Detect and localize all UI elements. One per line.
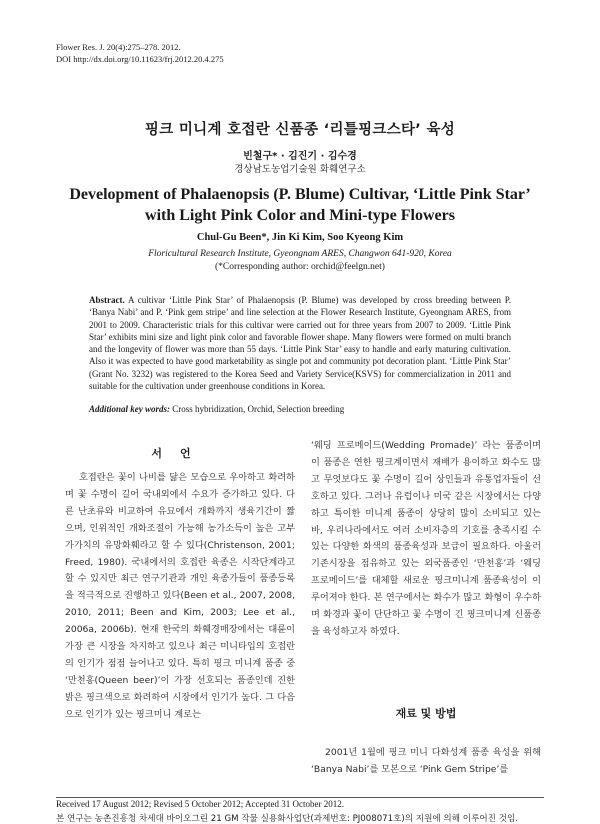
- korean-authors: 빈철구* · 김진기 · 김수경: [243, 151, 357, 162]
- keywords: [89, 404, 511, 414]
- abstract-heading: Abstract.: [89, 295, 125, 305]
- received-dates: Received 17 August 2012; Revised 5 October 2012; Accepted 31 October 2012.: [56, 799, 344, 809]
- keywords-text: Cross hybridization, Orchid, Selection breeding: [172, 404, 345, 414]
- english-title-line-1: Development of Phalaenopsis (P. Blume) Cultivar, ‘Little Pink Star’: [69, 186, 531, 203]
- journal-reference: Flower Res. J. 20(4):275–278. 2012.: [56, 42, 181, 52]
- english-title-line-2: with Light Pink Color and Mini-type Flowers: [145, 207, 455, 224]
- english-title: [40, 184, 560, 226]
- abstract-text: A cultivar ‘Little Pink Star’ of Phalaenopsis (P. Blume) was developed by cross breeding between P. ‘Banya Nabi’ and P. ‘Pink gem stripe’ and line selection at the Flower Research Institute, Gyeongnam ARES, from 2001 to 2009. Characteristic trials for this cultivar were carried out for three years from 2007 to 2009. ‘Little Pink Star’ exhibits mini size and light pink color and favorable flower shape. Many flowers were formed on multi branch and the longevity of flower was more than 55 days. ‘Little Pink Star’ easy to handle and early maturing cultivation. Also it was expected to have good marketability as single pot and community pot decoration plant. ‘Little Pink Star’ (Grant No. 3232) was registered to the Korea Seed and Variety Service(KSVS) for commercialization in 2011 and suitable for the cultivation under greenhouse conditions in Korea.: [89, 295, 511, 392]
- section-heading-introduction: 서언: [151, 447, 209, 460]
- funding-note: 본 연구는 농촌진흥청 차세대 바이오그린 21 GM 작물 실용화사업단(과제번호: PJ008071호)의 지원에 의해 이루어진 것임.: [56, 814, 519, 824]
- body-left-column: 호접란은 꽃이 나비를 닮은 모습으로 우아하고 화려하며 꽃 수명이 길어 국내외에서 수요가 증가하고 있다. 다른 난초류와 비교하여 유묘에서 개화까지 생육기간이 짧으며, 인위적인 개화조절이 가능해 농가소득이 높은 고부가가치의 유망화훼라고 할 수 있다(Christenson, 2001; Freed, 1980). 국내에서의 호접란 육종은 시작단계라고 할 수 있지만 최근 연구기관과 개인 육종가들이 품종등록을 적극적으로 진행하고 있다(Been et al., 2007, 2008, 2010, 2011; Been and Kim, 2003; Lee et al., 2006a, 2006b). 현재 한국의 화훼경매장에서는 대륜이 가장 큰 시장을 차지하고 있으나 최근 미니타입의 호접란의 인기가 점점 늘어나고 있다. 특히 핑크 미니계 품종 중 ‘만천홍(Queen beer)’이 가장 선호되는 품종인데 진한 밝은 핑크색으로 화려하여 시장에서 인기가 높다. 그 다음으로 인기가 있는 핑크미니 계로는: [65, 472, 295, 720]
- body-right-column-top: ‘웨딩 프로메이드(Wedding Promade)’ 라는 품종이며 이 품종은 연한 핑크계이면서 재배가 용이하고 화수도 많고 무엇보다도 꽃 수명이 길어 상인들과 유통업자들이 선호하고 있다. 그러나 유럽이나 미국 같은 시장에서는 다양하고 특이한 미니계 품종이 상당히 많이 소비되고 있는 바, 우리나라에서도 여러 소비자층의 기호를 충족시킬 수 있는 다양한 화색의 품종육성과 보급이 필요하다. 아울러 기존시장을 점유하고 있는 외국품종인 ‘만천홍’과 ‘웨딩 프로메이드’를 대체할 새로운 핑크미니계 품종육성이 이루어져야 한다. 본 연구에서는 화수가 많고 화형이 우수하며 화경과 꽃이 단단하고 꽃 수명이 긴 핑크미니계 신품종을 육성하고자 하였다.: [311, 440, 541, 637]
- citation-block: [56, 41, 224, 65]
- keywords-heading: Additional key words:: [89, 404, 171, 414]
- korean-title: 핑크 미니계 호접란 신품종 ‘리틀핑크스타’ 육성: [144, 122, 456, 138]
- korean-affiliation: 경상남도농업기술원 화훼연구소: [234, 164, 366, 175]
- abstract: [89, 294, 511, 392]
- body-right-column-bottom: 2001년 1월에 핑크 미니 다화성계 품종 육성을 위해 ‘Banya Nabi’를 모본으로 ‘Pink Gem Stripe’를: [311, 747, 541, 775]
- section-heading-methods: 재료 및 방법: [395, 707, 457, 720]
- english-authors: Chul-Gu Been*, Jin Ki Kim, Soo Kyeong Kim: [196, 232, 404, 243]
- corresponding-author: (*Corresponding author: orchid@feelgn.net): [215, 262, 385, 272]
- doi-link[interactable]: DOI http://dx.doi.org/10.11623/frj.2012.20.4.275: [56, 54, 224, 64]
- english-affiliation: Floricultural Research Institute, Gyeongnam ARES, Changwon 641-920, Korea: [148, 249, 452, 259]
- footer-divider: [56, 797, 544, 798]
